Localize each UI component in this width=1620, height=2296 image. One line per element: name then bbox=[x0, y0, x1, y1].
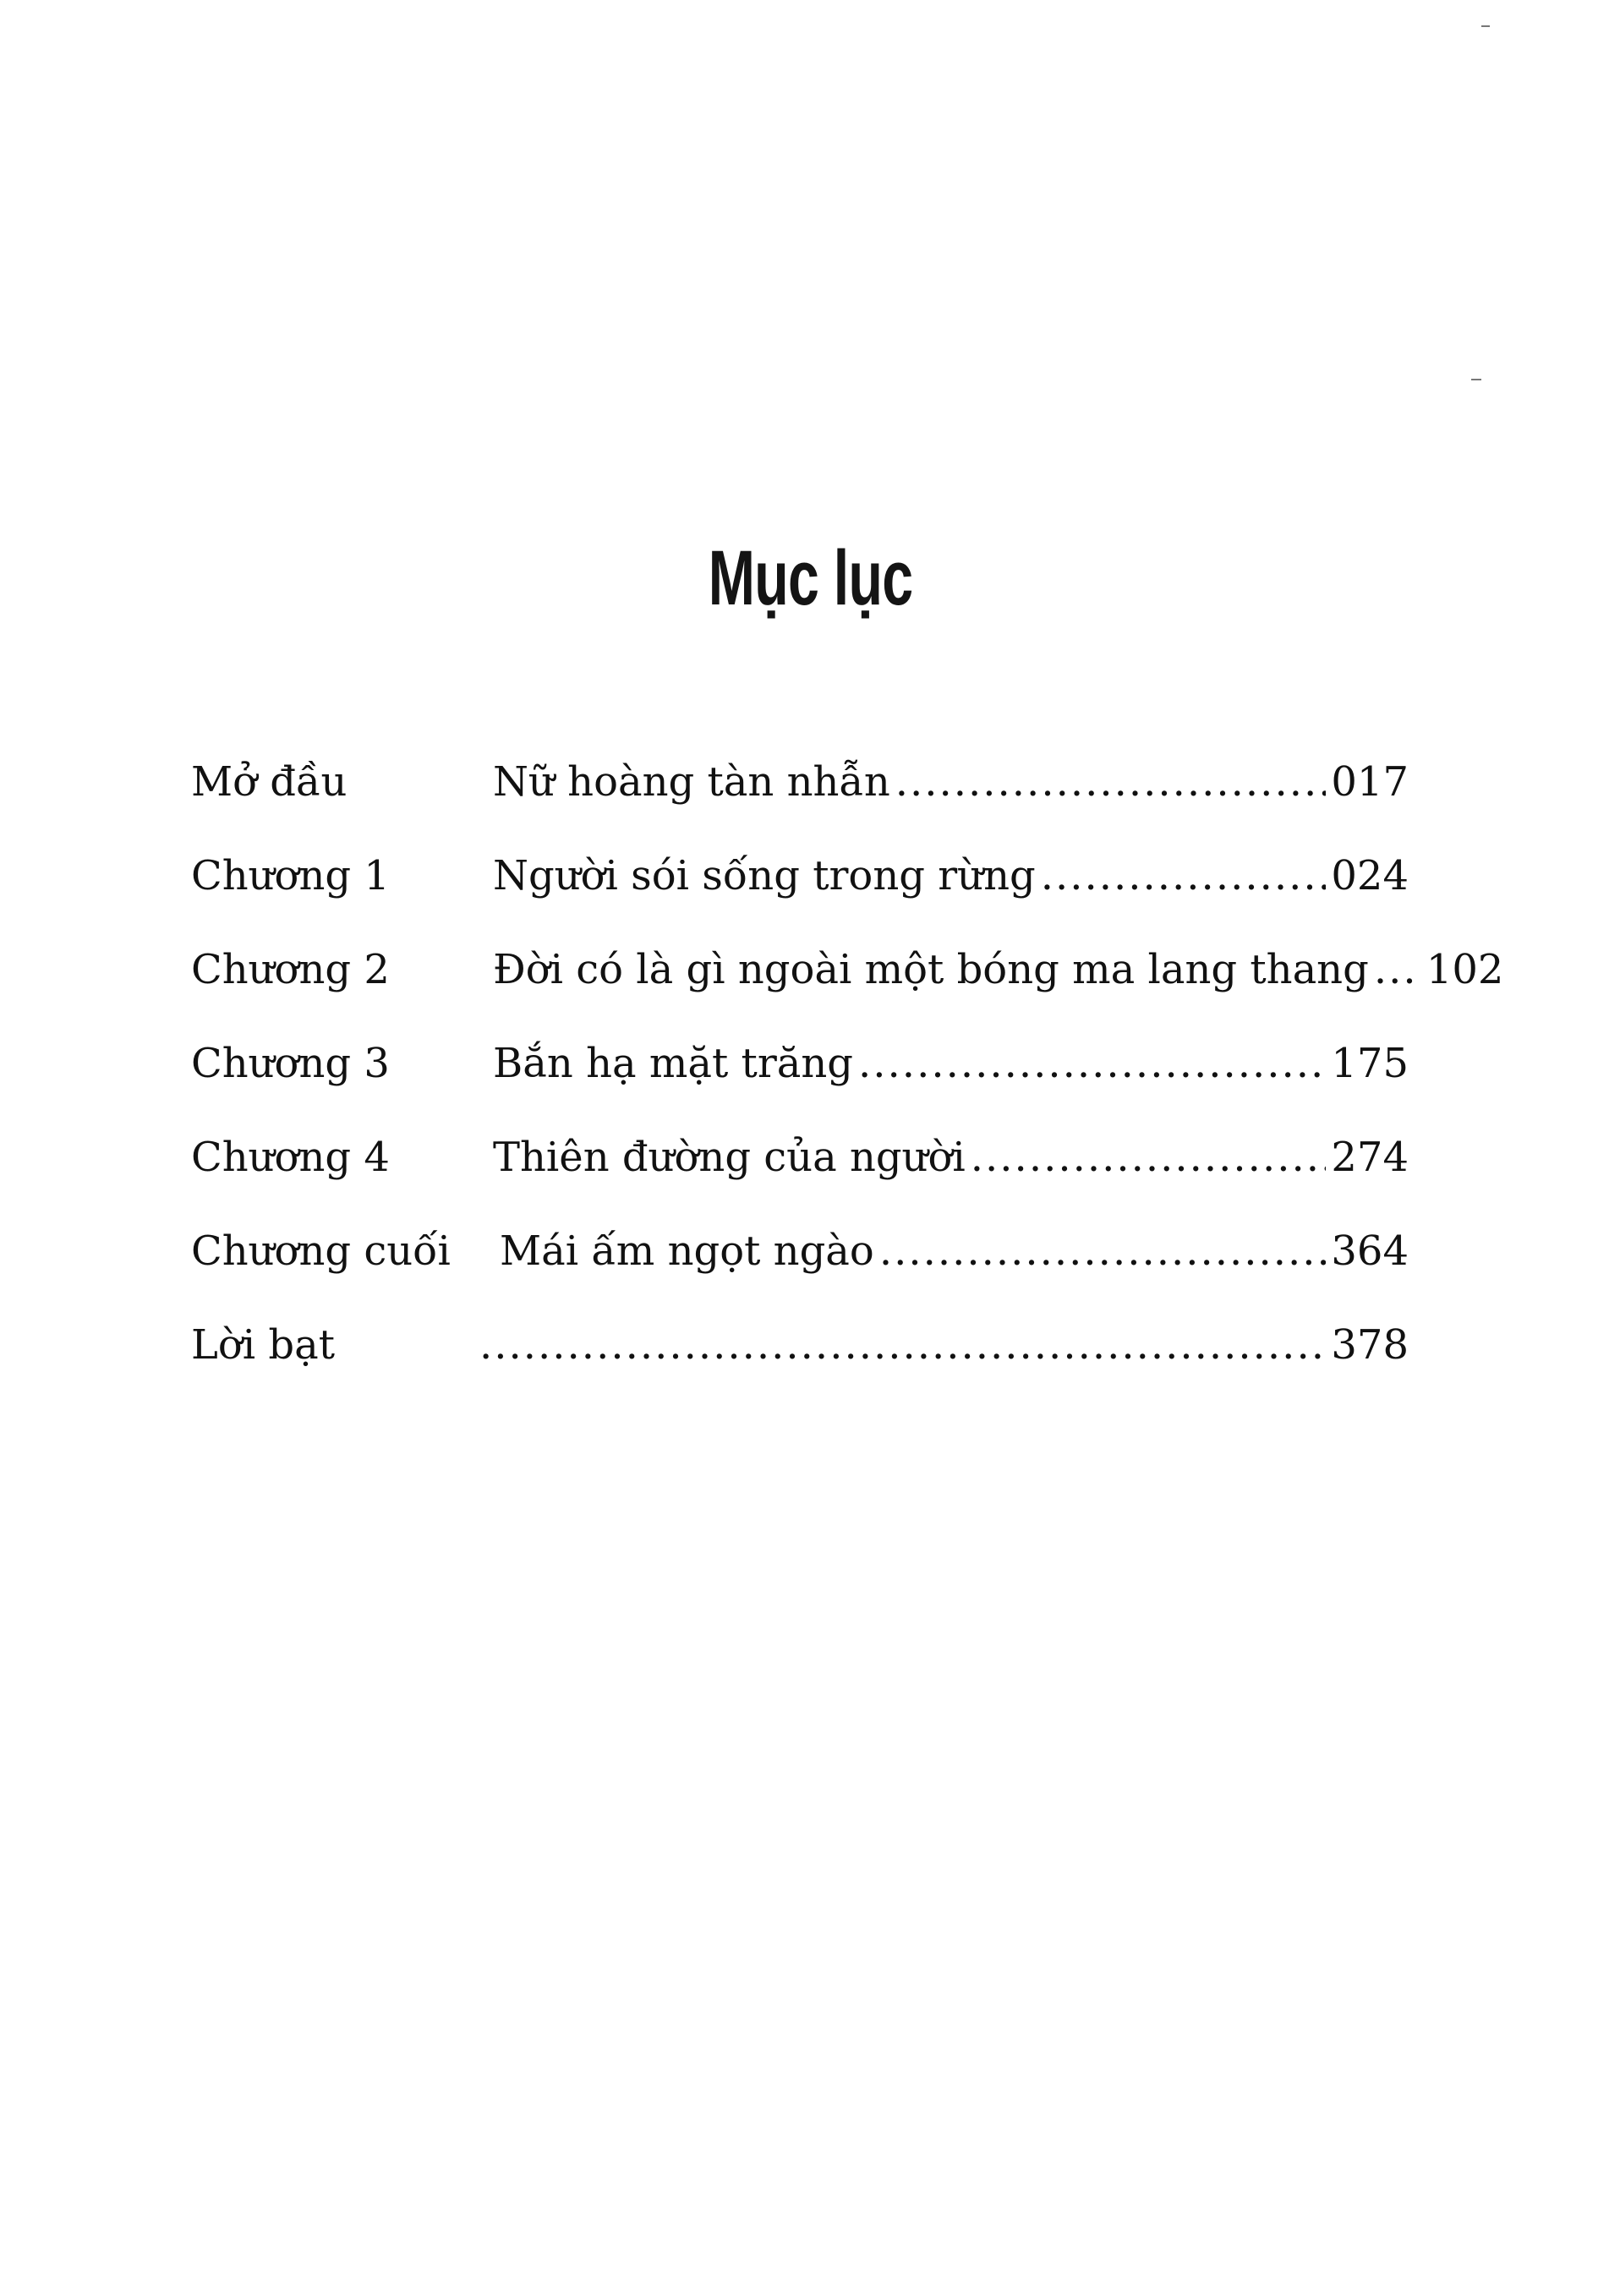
toc-entry bbox=[191, 829, 1409, 923]
toc-page-number: 274 bbox=[1331, 1134, 1409, 1181]
toc-leader-dots bbox=[479, 1298, 1326, 1392]
toc-entry bbox=[191, 1017, 1409, 1111]
toc-entry-main bbox=[493, 829, 1409, 923]
toc-section-label: Mở đầu bbox=[191, 758, 348, 806]
toc-page-number: 102 bbox=[1426, 946, 1504, 993]
toc-page-number: 378 bbox=[1331, 1321, 1409, 1369]
toc-section-label: Lời bạt bbox=[191, 1321, 336, 1369]
toc-title: Thiên đường của người bbox=[493, 1134, 966, 1181]
toc-page-number: 024 bbox=[1331, 852, 1409, 899]
toc-title: Bắn hạ mặt trăng bbox=[493, 1040, 854, 1087]
toc-section-label: Chương 1 bbox=[191, 852, 390, 899]
toc-leader-dots bbox=[895, 735, 1327, 829]
page-title: Mục lục bbox=[708, 534, 913, 621]
toc-entry-main bbox=[493, 735, 1409, 829]
toc-leader-dots bbox=[971, 1111, 1327, 1205]
scan-mark bbox=[1471, 379, 1481, 380]
toc-entry bbox=[191, 1205, 1409, 1298]
toc-entry bbox=[191, 923, 1504, 1017]
toc-entry bbox=[191, 1298, 1409, 1392]
toc-section-label: Chương cuối bbox=[191, 1227, 451, 1275]
toc-leader-dots bbox=[1041, 829, 1327, 923]
table-of-contents bbox=[191, 735, 1504, 1392]
toc-entry-main bbox=[493, 1017, 1409, 1111]
scan-mark bbox=[1481, 25, 1490, 27]
toc-section-label: Chương 2 bbox=[191, 946, 390, 993]
toc-entry-main bbox=[493, 1111, 1409, 1205]
toc-page-number: 017 bbox=[1331, 758, 1409, 806]
toc-title: Đời có là gì ngoài một bóng ma lang thang bbox=[493, 946, 1369, 993]
toc-entry-main bbox=[493, 1205, 1409, 1298]
toc-title: Mái ấm ngọt ngào bbox=[500, 1227, 874, 1275]
toc-leader-dots bbox=[858, 1017, 1326, 1111]
toc-entry-main bbox=[493, 923, 1504, 1017]
toc-entry-main bbox=[474, 1298, 1409, 1392]
toc-section-label: Chương 4 bbox=[191, 1134, 390, 1181]
toc-entry bbox=[191, 1111, 1409, 1205]
toc-section-label: Chương 3 bbox=[191, 1040, 390, 1087]
toc-title: Người sói sống trong rừng bbox=[493, 852, 1036, 899]
toc-title: Nữ hoàng tàn nhẫn bbox=[493, 758, 890, 806]
toc-page-number: 364 bbox=[1331, 1227, 1409, 1275]
toc-page-number: 175 bbox=[1331, 1040, 1409, 1087]
toc-leader-dots bbox=[1374, 923, 1421, 1017]
toc-entry bbox=[191, 735, 1409, 829]
toc-leader-dots bbox=[879, 1205, 1327, 1298]
